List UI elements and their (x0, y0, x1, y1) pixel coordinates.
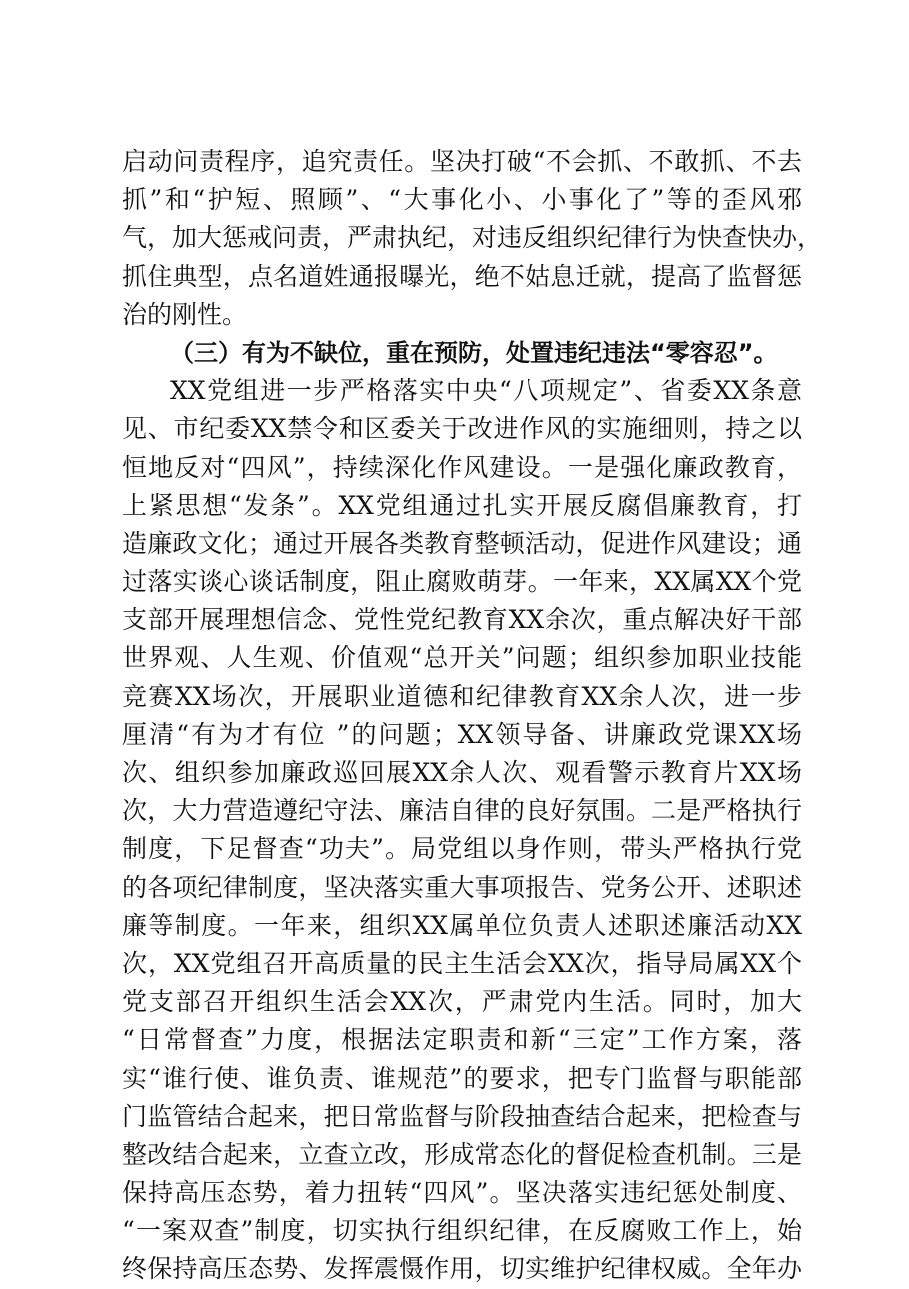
text-line: 气，加大惩戒问责，严肃执纪，对违反组织纪律行为快查快办， (122, 223, 823, 253)
text-line: “日常督查”力度，根据法定职责和新“三定”工作方案，落 (122, 1025, 802, 1055)
text-line: 廉等制度。一年来，组织XX属单位负责人述职述廉活动XX (122, 910, 802, 940)
text-line: 次，XX党组召开高质量的民主生活会XX次，指导局属XX个 (122, 948, 802, 978)
text-line: 终保持高压态势、发挥震慑作用，切实维护纪律权威。全年办 (122, 1254, 802, 1284)
text-line: 次，大力营造遵纪守法、廉洁自律的良好氛围。二是严格执行 (122, 796, 802, 826)
text-line: 支部开展理想信念、党性党纪教育XX余次，重点解决好干部 (122, 605, 802, 635)
text-line: 门监管结合起来，把日常监督与阶段抽查结合起来，把检查与 (122, 1101, 802, 1131)
text-line: 厘清“有为才有位 ”的问题；XX领导备、讲廉政党课XX场 (122, 719, 802, 749)
text-line: 见、市纪委XX禁令和区委关于改进作风的实施细则，持之以 (122, 414, 802, 444)
text-line: 整改结合起来，立查立改，形成常态化的督促检查机制。三是 (122, 1139, 802, 1169)
text-line: 党支部召开组织生活会XX次，严肃党内生活。同时，加大 (122, 987, 802, 1017)
text-line: XX党组进一步严格落实中央“八项规定”、省委XX条意 (170, 376, 802, 406)
text-line: “一案双查”制度，切实执行组织纪律，在反腐败工作上，始 (122, 1216, 802, 1246)
text-line: 世界观、人生观、价值观“总开关”问题；组织参加职业技能 (122, 643, 802, 673)
text-line: 造廉政文化；通过开展各类教育整顿活动，促进作风建设；通 (122, 528, 802, 558)
text-line: 过落实谈心谈话制度，阻止腐败萌芽。一年来，XX属XX个党 (122, 567, 802, 597)
text-line: 制度，下足督查“功夫”。局党组以身作则，带头严格执行党 (122, 834, 802, 864)
text-line: 上紧思想“发条”。XX党组通过扎实开展反腐倡廉教育，打 (122, 490, 802, 520)
document-body (122, 143, 823, 1289)
section-heading: （三）有为不缺位，重在预防，处置违纪违法“零容忍”。 (170, 338, 778, 367)
text-line: 次、组织参加廉政巡回展XX余人次、观看警示教育片XX场 (122, 758, 802, 787)
text-line: 恒地反对“四风”，持续深化作风建设。一是强化廉政教育， (122, 452, 802, 482)
text-line: 抓住典型，点名道姓通报曝光，绝不姑息迁就，提高了监督惩 (122, 261, 802, 291)
text-line: 实“谁行使、谁负责、谁规范”的要求，把专门监督与职能部 (122, 1063, 802, 1093)
text-line: 的各项纪律制度，坚决落实重大事项报告、党务公开、述职述 (122, 872, 802, 902)
text-line: 治的刚性。 (122, 299, 248, 329)
text-line: 竞赛XX场次，开展职业道德和纪律教育XX余人次，进一步 (122, 681, 802, 711)
text-line: 保持高压态势，着力扭转“四风”。坚决落实违纪惩处制度、 (122, 1178, 802, 1208)
text-line: 启动问责程序，追究责任。坚决打破“不会抓、不敢抓、不去 (122, 147, 802, 176)
text-line: 抓”和“护短、照顾”、“大事化小、小事化了”等的歪风邪 (122, 185, 802, 215)
